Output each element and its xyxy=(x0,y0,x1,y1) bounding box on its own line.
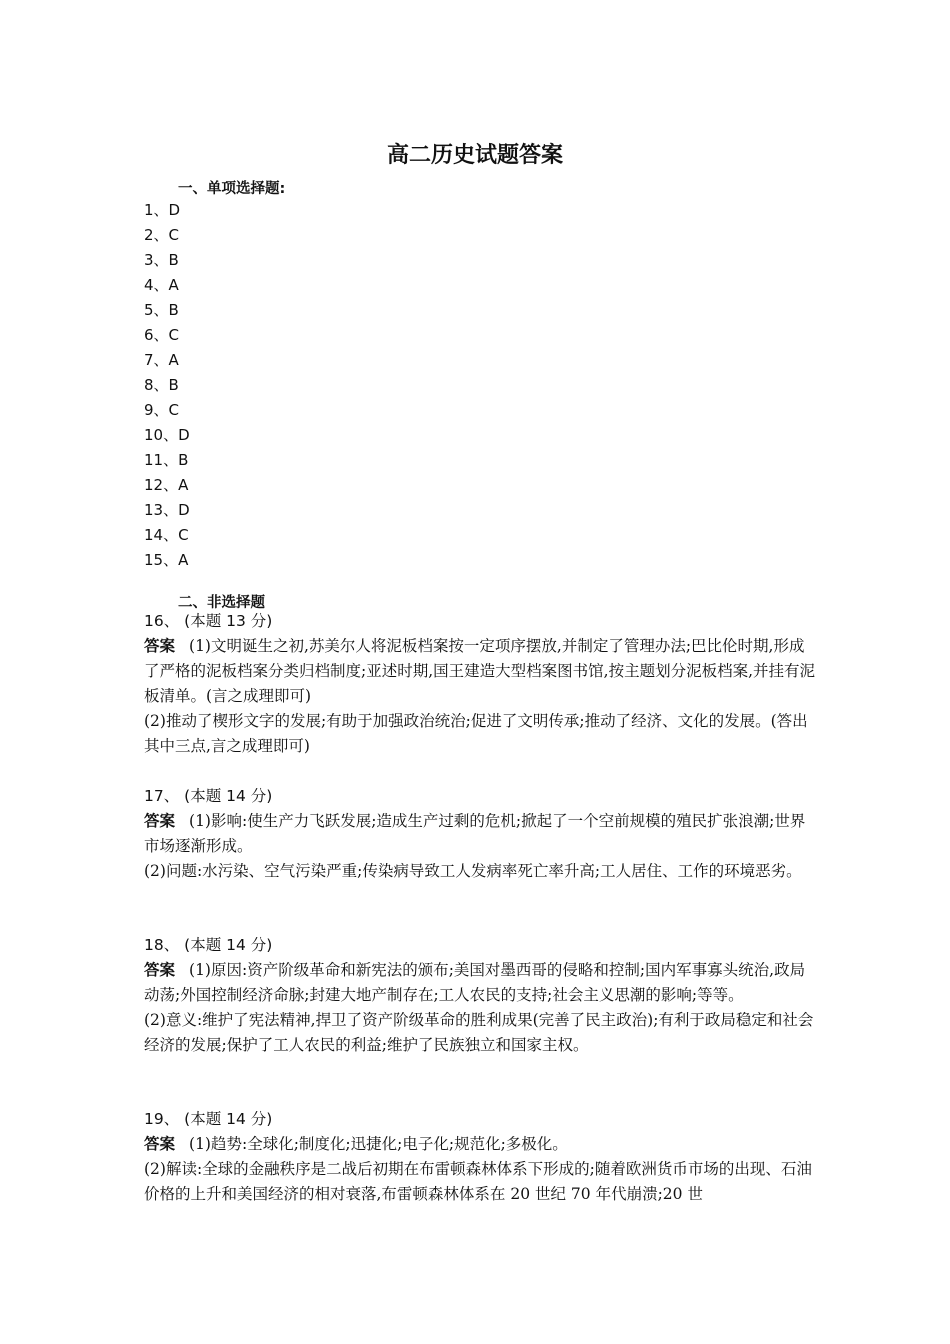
question-18-answer-part-2: (2)意义:维护了宪法精神,捍卫了资产阶级革命的胜利成果(完善了民主政治);有利于政局稳定和社会经济的发展;保护了工人农民的利益;维护了民族独立和国家主权。 xyxy=(144,1011,814,1054)
multiple-choice-answer-list xyxy=(144,198,190,573)
section-heading-non-choice: 二、非选择题 xyxy=(178,595,265,611)
list-item: 14、C xyxy=(144,526,189,544)
question-16-answer-part-1: 答案 (1)文明诞生之初,苏美尔人将泥板档案按一定项序摆放,并制定了管理办法;巴比伦时期,形成了严格的泥板档案分类归档制度;亚述时期,国王建造大型档案图书馆,按主题划分泥板档案,并挂有泥板清单。(言之成理即可) xyxy=(144,637,816,705)
list-item: 3、B xyxy=(144,251,179,269)
answer-label: 答案 xyxy=(144,961,176,979)
list-item: 1、D xyxy=(144,201,181,219)
question-19-answer-part-2: (2)解读:全球的金融秩序是二战后初期在布雷顿森林体系下形成的;随着欧洲货币市场的出现、石油价格的上升和美国经济的相对衰落,布雷顿森林体系在 20 世纪 70 年代崩溃;20 世 xyxy=(144,1160,812,1203)
list-item: 10、D xyxy=(144,426,190,444)
answer-label: 答案 xyxy=(144,1135,176,1153)
list-item: 15、A xyxy=(144,551,189,569)
list-item: 9、C xyxy=(144,401,180,419)
question-17-block xyxy=(144,784,816,884)
list-item: 13、D xyxy=(144,501,190,519)
question-17-answer-part-2: (2)问题:水污染、空气污染严重;传染病导致工人发病率死亡率升高;工人居住、工作的环境恶劣。 xyxy=(144,862,802,880)
question-17-answer-part-1: 答案 (1)影响:使生产力飞跃发展;造成生产过剩的危机;掀起了一个空前规模的殖民扩张浪潮;世界市场逐渐形成。 xyxy=(144,812,806,855)
question-19-heading: 19、 (本题 14 分) xyxy=(144,1110,273,1128)
page-title: 高二历史试题答案 xyxy=(386,143,563,168)
question-19-answer-part-1: 答案 (1)趋势:全球化;制度化;迅捷化;电子化;规范化;多极化。 xyxy=(144,1135,568,1153)
list-item: 11、B xyxy=(144,451,189,469)
question-19-block xyxy=(144,1107,816,1207)
question-16-answer-part-2: (2)推动了楔形文字的发展;有助于加强政治统治;促进了文明传承;推动了经济、文化的发展。(答出其中三点,言之成理即可) xyxy=(144,712,808,755)
list-item: 2、C xyxy=(144,226,180,244)
list-item: 7、A xyxy=(144,351,179,369)
list-item: 6、C xyxy=(144,326,180,344)
answer-label: 答案 xyxy=(144,637,176,655)
list-item: 8、B xyxy=(144,376,179,394)
question-16-heading: 16、 (本题 13 分) xyxy=(144,612,273,630)
question-16-block xyxy=(144,609,816,759)
list-item: 12、A xyxy=(144,476,189,494)
list-item: 5、B xyxy=(144,301,179,319)
question-18-heading: 18、 (本题 14 分) xyxy=(144,936,273,954)
section-heading-multiple-choice: 一、单项选择题: xyxy=(178,181,286,197)
answer-label: 答案 xyxy=(144,812,176,830)
list-item: 4、A xyxy=(144,276,179,294)
question-17-heading: 17、 (本题 14 分) xyxy=(144,787,273,805)
question-18-answer-part-1: 答案 (1)原因:资产阶级革命和新宪法的颁布;美国对墨西哥的侵略和控制;国内军事寡头统治,政局动荡;外国控制经济命脉;封建大地产制存在;工人农民的支持;社会主义思潮的影响;等等。 xyxy=(144,961,806,1004)
question-18-block xyxy=(144,933,816,1058)
